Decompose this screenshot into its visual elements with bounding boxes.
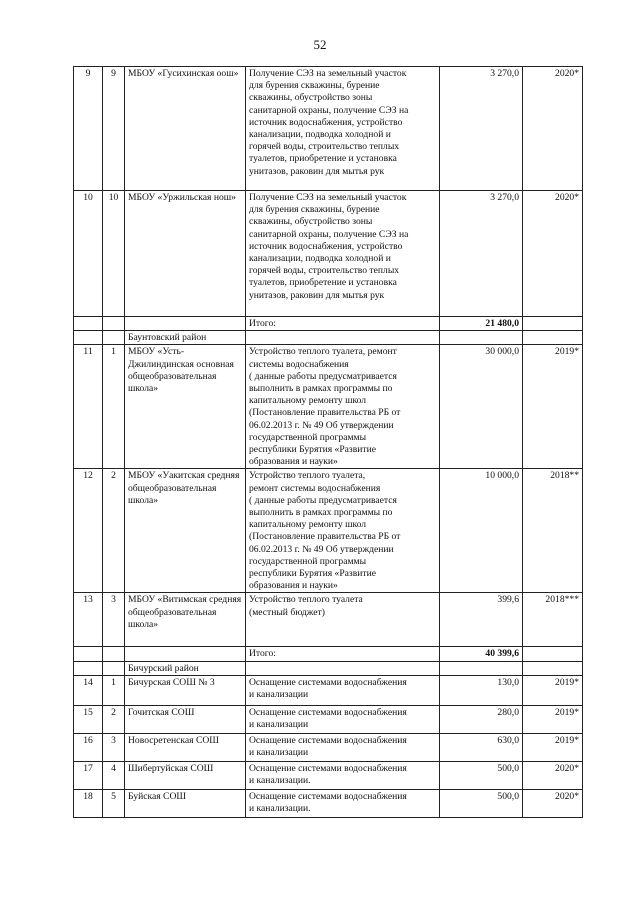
row-number: 18 (74, 789, 103, 817)
year: 2020* (523, 191, 583, 317)
table-row (74, 761, 583, 789)
school-name: Гочитская СОШ (125, 705, 246, 733)
work-description: Оснащение системами водоснабжения и канализации (246, 705, 440, 733)
year: 2019* (523, 675, 583, 705)
empty-cell (440, 661, 523, 675)
row-subnumber: 2 (103, 469, 125, 593)
empty-cell (74, 317, 103, 331)
table-row (74, 67, 583, 191)
year: 2020* (523, 761, 583, 789)
amount: 280,0 (440, 705, 523, 733)
total-row (74, 317, 583, 331)
amount: 130,0 (440, 675, 523, 705)
total-label: Итого: (246, 647, 440, 661)
table-row (74, 675, 583, 705)
empty-cell (440, 331, 523, 345)
school-name: МБОУ «Усть-Джилиндинская основная общеобразовательная школа» (125, 345, 246, 469)
empty-cell (74, 647, 103, 661)
empty-cell (103, 331, 125, 345)
empty-cell (523, 647, 583, 661)
empty-cell (74, 661, 103, 675)
district-row (74, 661, 583, 675)
row-number: 17 (74, 761, 103, 789)
empty-cell (246, 661, 440, 675)
amount: 10 000,0 (440, 469, 523, 593)
empty-cell (523, 317, 583, 331)
school-name: Новосретенская СОШ (125, 733, 246, 761)
table-row (74, 705, 583, 733)
row-number: 14 (74, 675, 103, 705)
empty-cell (103, 647, 125, 661)
total-row (74, 647, 583, 661)
school-name: Шибертуйская СОШ (125, 761, 246, 789)
year: 2020* (523, 67, 583, 191)
empty-cell (125, 317, 246, 331)
table-row (74, 789, 583, 817)
amount: 399,6 (440, 593, 523, 647)
row-subnumber: 4 (103, 761, 125, 789)
amount: 30 000,0 (440, 345, 523, 469)
row-subnumber: 9 (103, 67, 125, 191)
district-name: Бичурский район (125, 661, 246, 675)
school-name: МБОУ «Витимская средняя общеобразовательная школа» (125, 593, 246, 647)
empty-cell (125, 647, 246, 661)
work-description: Получение СЭЗ на земельный участок для бурения скважины, бурение скважины, обустройство зоны санитарной охраны, получение СЭЗ на источник водоснабжения, устройство канализации, подводка холодной и горячей воды, строительство теплых туалетов, приобретение и установка унитазов, раковин для мытья рук (246, 191, 440, 317)
work-description: Оснащение системами водоснабжения и канализации. (246, 789, 440, 817)
row-number: 15 (74, 705, 103, 733)
row-subnumber: 5 (103, 789, 125, 817)
amount: 630,0 (440, 733, 523, 761)
row-subnumber: 1 (103, 345, 125, 469)
table-row (74, 345, 583, 469)
amount: 3 270,0 (440, 191, 523, 317)
schools-table (73, 66, 583, 818)
empty-cell (103, 317, 125, 331)
row-number: 16 (74, 733, 103, 761)
school-name: Буйская СОШ (125, 789, 246, 817)
school-name: МБОУ «Уржильская нош» (125, 191, 246, 317)
year: 2019* (523, 705, 583, 733)
empty-cell (523, 661, 583, 675)
year: 2019* (523, 733, 583, 761)
district-row (74, 331, 583, 345)
row-subnumber: 3 (103, 593, 125, 647)
empty-cell (74, 331, 103, 345)
year: 2019* (523, 345, 583, 469)
work-description: Оснащение системами водоснабжения и канализации (246, 675, 440, 705)
table-row (74, 469, 583, 593)
work-description: Оснащение системами водоснабжения и канализации. (246, 761, 440, 789)
year: 2018*** (523, 593, 583, 647)
school-name: Бичурская СОШ № 3 (125, 675, 246, 705)
row-subnumber: 1 (103, 675, 125, 705)
row-number: 12 (74, 469, 103, 593)
district-name: Баунтовский район (125, 331, 246, 345)
year: 2020* (523, 789, 583, 817)
amount: 3 270,0 (440, 67, 523, 191)
table-row (74, 191, 583, 317)
empty-cell (103, 661, 125, 675)
total-label: Итого: (246, 317, 440, 331)
amount: 500,0 (440, 761, 523, 789)
school-name: МБОУ «Уакитская средняя общеобразовательная школа» (125, 469, 246, 593)
row-number: 13 (74, 593, 103, 647)
row-number: 9 (74, 67, 103, 191)
work-description: Получение СЭЗ на земельный участок для бурения скважины, бурение скважины, обустройство зоны санитарной охраны, получение СЭЗ на источник водоснабжения, устройство канализации, подводка холодной и горячей воды, строительство теплых туалетов, приобретение и установка унитазов, раковин для мытья рук (246, 67, 440, 191)
row-subnumber: 10 (103, 191, 125, 317)
empty-cell (523, 331, 583, 345)
amount: 500,0 (440, 789, 523, 817)
table-row (74, 593, 583, 647)
school-name: МБОУ «Гусихинская оош» (125, 67, 246, 191)
row-number: 10 (74, 191, 103, 317)
year: 2018** (523, 469, 583, 593)
work-description: Оснащение системами водоснабжения и канализации (246, 733, 440, 761)
row-subnumber: 2 (103, 705, 125, 733)
page-number: 52 (313, 37, 327, 52)
empty-cell (246, 331, 440, 345)
total-amount: 40 399,6 (440, 647, 523, 661)
total-amount: 21 480,0 (440, 317, 523, 331)
table-row (74, 733, 583, 761)
row-subnumber: 3 (103, 733, 125, 761)
work-description: Устройство теплого туалета, ремонт системы водоснабжения ( данные работы предусматривается выполнить в рамках программы по капитальному ремонту школ (Постановление правительства РБ от 06.02.2013 г. № 49 Об утверждении государственной программы республики Бурятия «Развитие образования и науки» (246, 345, 440, 469)
row-number: 11 (74, 345, 103, 469)
work-description: Устройство теплого туалета, ремонт системы водоснабжения ( данные работы предусматривается выполнить в рамках программы по капитальному ремонту школ (Постановление правительства РБ от 06.02.2013 г. № 49 Об утверждении государственной программы республики Бурятия «Развитие образования и науки» (246, 469, 440, 593)
work-description: Устройство теплого туалета (местный бюджет) (246, 593, 440, 647)
